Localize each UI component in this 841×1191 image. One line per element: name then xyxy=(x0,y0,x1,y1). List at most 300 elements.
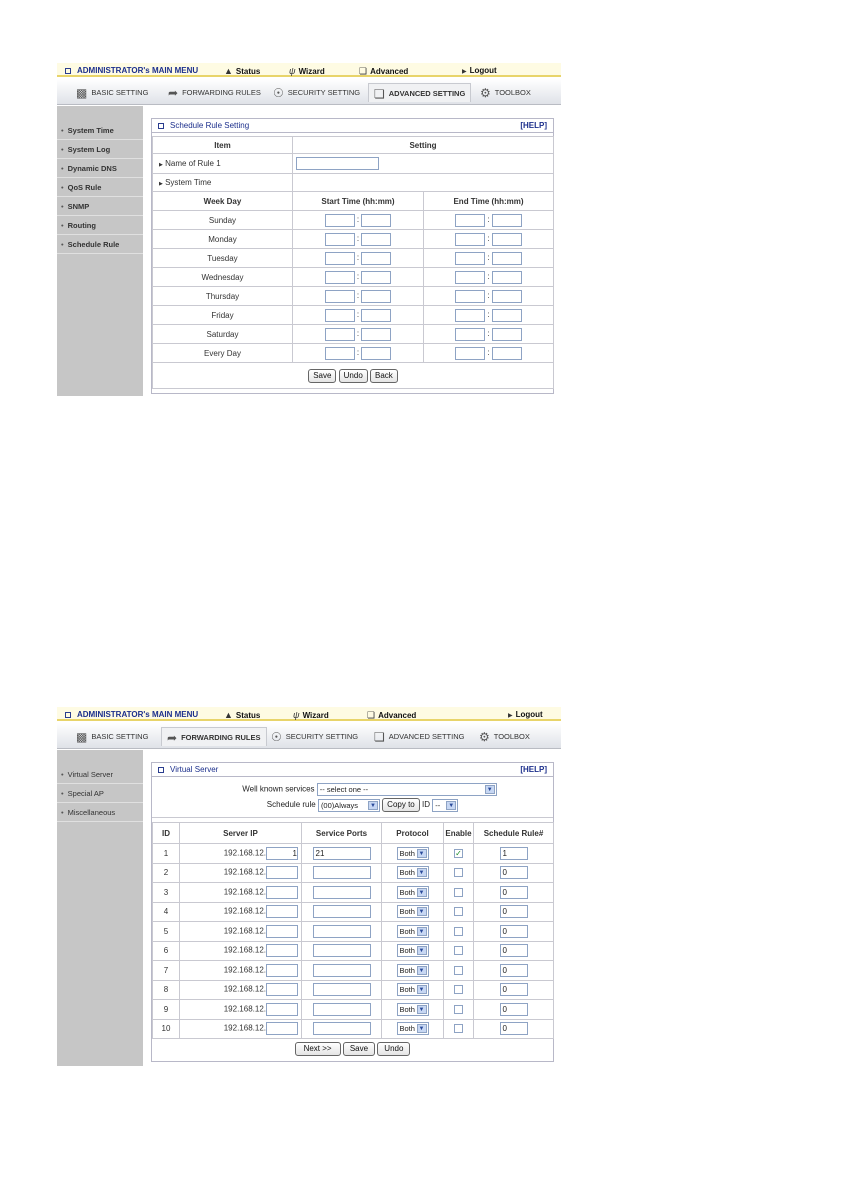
tab-basic-setting[interactable]: ▩ BASIC SETTING xyxy=(75,727,148,746)
row-id: 9 xyxy=(153,1000,180,1020)
well-known-label: Well known services xyxy=(242,784,315,794)
schedule-rule-input[interactable]: 0 xyxy=(500,886,528,899)
schedule-rule-input[interactable]: 0 xyxy=(500,983,528,996)
protocol-select[interactable]: Both ▼ xyxy=(397,866,429,879)
schedule-rule-cell xyxy=(474,883,554,903)
protocol-cell xyxy=(382,980,444,1000)
service-selector-area xyxy=(152,780,553,818)
virtual-server-table xyxy=(152,822,554,1039)
server-ip-input[interactable] xyxy=(266,983,298,996)
day-label: Thursday xyxy=(153,287,293,306)
help-link[interactable]: [HELP] xyxy=(520,121,547,130)
start-minute-input[interactable] xyxy=(361,328,391,341)
undo-button[interactable]: Undo xyxy=(339,369,368,383)
server-ip-input[interactable] xyxy=(266,925,298,938)
rule-name-input[interactable] xyxy=(296,157,379,170)
start-minute-input[interactable] xyxy=(361,271,391,284)
enable-checkbox[interactable] xyxy=(454,966,463,975)
panel-title-bar xyxy=(152,119,553,133)
server-ip-input[interactable] xyxy=(266,905,298,918)
day-label: Monday xyxy=(153,230,293,249)
day-row xyxy=(153,268,554,287)
col-header-setting: Setting xyxy=(293,137,554,154)
schedule-rule-cell xyxy=(474,961,554,981)
system-time-label: ▶ System Time xyxy=(153,174,293,192)
tab-forwarding-rules[interactable]: ➦ FORWARDING RULES xyxy=(161,727,267,746)
protocol-select[interactable]: Both ▼ xyxy=(397,1022,429,1035)
end-minute-input[interactable] xyxy=(492,309,522,322)
end-hour-input[interactable] xyxy=(455,347,485,360)
panel-title: Virtual Server xyxy=(170,765,219,774)
name-of-rule-cell xyxy=(293,154,554,174)
server-ip-cell xyxy=(180,1019,302,1039)
end-minute-input[interactable] xyxy=(492,347,522,360)
server-ip-input[interactable] xyxy=(266,964,298,977)
end-hour-input[interactable] xyxy=(455,328,485,341)
schedule-rule-cell xyxy=(474,844,554,864)
tab-forwarding-rules[interactable]: ➦ FORWARDING RULES xyxy=(167,83,261,102)
enable-checkbox[interactable] xyxy=(454,1024,463,1033)
protocol-cell xyxy=(382,902,444,922)
forwarding-icon: ➦ xyxy=(168,86,179,100)
sidebar-item-system-time[interactable]: • System Time xyxy=(57,121,143,140)
bullet-icon: • xyxy=(61,808,64,817)
tab-toolbox[interactable]: ⚙ TOOLBOX xyxy=(479,83,531,102)
panel-title: Schedule Rule Setting xyxy=(170,121,250,130)
row-id: 7 xyxy=(153,961,180,981)
enable-cell xyxy=(444,961,474,981)
row-id: 8 xyxy=(153,980,180,1000)
end-minute-input[interactable] xyxy=(492,328,522,341)
day-row xyxy=(153,344,554,363)
day-row xyxy=(153,325,554,344)
advanced-icon: ❏ xyxy=(359,66,368,76)
well-known-services-select[interactable]: -- select one -- ▼ xyxy=(317,783,497,796)
enable-checkbox[interactable] xyxy=(454,985,463,994)
protocol-select[interactable]: Both ▼ xyxy=(397,905,429,918)
start-hour-input[interactable] xyxy=(325,214,355,227)
tab-security-setting[interactable]: ☉ SECURITY SETTING xyxy=(272,83,360,102)
button-row xyxy=(153,363,554,389)
enable-checkbox[interactable] xyxy=(454,946,463,955)
schedule-rule-input[interactable]: 0 xyxy=(500,866,528,879)
protocol-cell xyxy=(382,961,444,981)
server-ip-cell xyxy=(180,922,302,942)
server-ip-cell xyxy=(180,902,302,922)
schedule-rule-cell xyxy=(474,980,554,1000)
tab-security-setting[interactable]: ☉ SECURITY SETTING xyxy=(270,727,358,746)
menu-advanced[interactable]: ❏ Advanced xyxy=(359,66,409,76)
panel-title-bar xyxy=(152,763,553,777)
enable-checkbox[interactable]: ✓ xyxy=(455,848,462,858)
menu-square-icon xyxy=(65,68,71,74)
end-time-cell xyxy=(424,268,554,287)
col-header-week-day: Week Day xyxy=(153,192,293,211)
ip-prefix: 192.168.12. xyxy=(223,887,266,897)
server-ip-input[interactable] xyxy=(266,1003,298,1016)
schedule-rule-input[interactable]: 0 xyxy=(500,1003,528,1016)
sidebar-item-schedule-rule[interactable]: • Schedule Rule xyxy=(57,235,143,254)
schedule-rule-input[interactable]: 0 xyxy=(500,925,528,938)
start-hour-input[interactable] xyxy=(325,271,355,284)
id-select[interactable]: -- ▼ xyxy=(432,799,458,812)
col-header-server-ip: Server IP xyxy=(180,823,302,844)
chevron-down-icon: ▼ xyxy=(368,801,378,810)
chevron-down-icon: ▼ xyxy=(417,1024,427,1033)
start-hour-input[interactable] xyxy=(325,328,355,341)
start-time-cell xyxy=(293,344,424,363)
chevron-down-icon: ▼ xyxy=(417,849,427,858)
server-ip-input[interactable] xyxy=(266,886,298,899)
enable-cell xyxy=(444,902,474,922)
end-hour-input[interactable] xyxy=(455,252,485,265)
bullet-icon: • xyxy=(61,221,64,230)
time-colon: : xyxy=(356,329,360,339)
protocol-select[interactable]: Both ▼ xyxy=(397,964,429,977)
end-minute-input[interactable] xyxy=(492,290,522,303)
main-menu-title[interactable]: ADMINISTRATOR's MAIN MENU xyxy=(65,710,198,719)
enable-cell xyxy=(444,922,474,942)
start-minute-input[interactable] xyxy=(361,290,391,303)
time-colon: : xyxy=(356,253,360,263)
ip-prefix: 192.168.12. xyxy=(223,984,266,994)
start-minute-input[interactable] xyxy=(361,347,391,360)
bullet-icon: • xyxy=(61,770,64,779)
sidebar xyxy=(57,750,143,1066)
schedule-table xyxy=(152,136,554,389)
schedule-rule-select[interactable]: (00)Always ▼ xyxy=(318,799,380,812)
table-row xyxy=(153,863,554,883)
sidebar-item-routing[interactable]: • Routing xyxy=(57,216,143,235)
time-colon: : xyxy=(487,348,490,358)
ip-prefix: 192.168.12. xyxy=(223,1004,266,1014)
status-icon: ▲ xyxy=(224,710,233,720)
day-label: Sunday xyxy=(153,211,293,230)
service-ports-cell xyxy=(302,1019,382,1039)
service-ports-cell xyxy=(302,844,382,864)
schedule-rule-cell xyxy=(474,922,554,942)
main-menu-bar xyxy=(57,707,561,721)
bullet-icon: • xyxy=(61,183,64,192)
col-header-protocol: Protocol xyxy=(382,823,444,844)
server-ip-input[interactable] xyxy=(266,1022,298,1035)
time-colon: : xyxy=(487,215,490,225)
start-hour-input[interactable] xyxy=(325,233,355,246)
protocol-select[interactable]: Both ▼ xyxy=(397,925,429,938)
start-hour-input[interactable] xyxy=(325,290,355,303)
next-button[interactable]: Next >> xyxy=(295,1042,341,1056)
protocol-select[interactable]: Both ▼ xyxy=(397,847,429,860)
security-icon: ☉ xyxy=(273,86,284,100)
row-id: 10 xyxy=(153,1019,180,1039)
undo-button[interactable]: Undo xyxy=(377,1042,410,1056)
row-id: 5 xyxy=(153,922,180,942)
schedule-rule-input[interactable]: 0 xyxy=(500,944,528,957)
enable-cell xyxy=(444,863,474,883)
start-time-cell xyxy=(293,268,424,287)
enable-cell xyxy=(444,883,474,903)
menu-status[interactable]: ▲ Status xyxy=(224,66,261,76)
wizard-icon: ψ xyxy=(293,710,300,720)
button-row xyxy=(152,1042,553,1056)
save-button[interactable]: Save xyxy=(343,1042,375,1056)
enable-checkbox[interactable] xyxy=(454,888,463,897)
server-ip-cell xyxy=(180,883,302,903)
service-ports-input[interactable] xyxy=(313,925,371,938)
chevron-down-icon: ▼ xyxy=(417,868,427,877)
menu-logout[interactable]: ▶ Logout xyxy=(462,66,497,75)
col-header-end-time: End Time (hh:mm) xyxy=(424,192,554,211)
sidebar-item-snmp[interactable]: • SNMP xyxy=(57,197,143,216)
menu-advanced[interactable]: ❏ Advanced xyxy=(367,710,417,720)
start-hour-input[interactable] xyxy=(325,347,355,360)
enable-cell xyxy=(444,844,474,864)
sidebar-item-virtual-server[interactable]: • Virtual Server xyxy=(57,765,143,784)
main-menu-bar xyxy=(57,63,561,77)
monitor-icon: ▩ xyxy=(76,86,88,100)
day-label: Wednesday xyxy=(153,268,293,287)
help-link[interactable]: [HELP] xyxy=(520,765,547,774)
start-time-cell xyxy=(293,211,424,230)
col-header-service-ports: Service Ports xyxy=(302,823,382,844)
service-ports-cell xyxy=(302,941,382,961)
table-row xyxy=(153,961,554,981)
menu-wizard[interactable]: ψ Wizard xyxy=(293,710,329,720)
protocol-cell xyxy=(382,863,444,883)
chevron-down-icon: ▼ xyxy=(417,888,427,897)
end-minute-input[interactable] xyxy=(492,233,522,246)
end-time-cell xyxy=(424,249,554,268)
menu-status[interactable]: ▲ Status xyxy=(224,710,261,720)
tab-advanced-setting[interactable]: ❏ ADVANCED SETTING xyxy=(368,83,471,102)
sidebar-item-system-log[interactable]: • System Log xyxy=(57,140,143,159)
day-row xyxy=(153,287,554,306)
day-row xyxy=(153,211,554,230)
time-colon: : xyxy=(356,215,360,225)
end-minute-input[interactable] xyxy=(492,214,522,227)
row-id: 1 xyxy=(153,844,180,864)
start-minute-input[interactable] xyxy=(361,252,391,265)
end-minute-input[interactable] xyxy=(492,271,522,284)
start-time-cell xyxy=(293,230,424,249)
end-hour-input[interactable] xyxy=(455,309,485,322)
protocol-select[interactable]: Both ▼ xyxy=(397,1003,429,1016)
start-minute-input[interactable] xyxy=(361,214,391,227)
status-icon: ▲ xyxy=(224,66,233,76)
menu-wizard[interactable]: ψ Wizard xyxy=(289,66,325,76)
schedule-rule-input[interactable]: 0 xyxy=(500,905,528,918)
start-hour-input[interactable] xyxy=(325,309,355,322)
schedule-rule-cell xyxy=(474,902,554,922)
day-label: Friday xyxy=(153,306,293,325)
bullet-icon: • xyxy=(61,240,64,249)
row-id: 2 xyxy=(153,863,180,883)
service-ports-input[interactable] xyxy=(313,886,371,899)
enable-checkbox[interactable] xyxy=(454,868,463,877)
table-row xyxy=(153,902,554,922)
system-time-value xyxy=(293,174,554,192)
chevron-down-icon: ▼ xyxy=(417,1005,427,1014)
sidebar xyxy=(57,106,143,396)
server-ip-cell xyxy=(180,863,302,883)
schedule-rule-input[interactable]: 0 xyxy=(500,964,528,977)
service-ports-input[interactable] xyxy=(313,964,371,977)
schedule-rule-cell xyxy=(474,863,554,883)
schedule-rule-row xyxy=(152,798,553,814)
day-row xyxy=(153,249,554,268)
ip-prefix: 192.168.12. xyxy=(223,906,266,916)
service-ports-input[interactable] xyxy=(313,944,371,957)
service-ports-input[interactable]: 21 xyxy=(313,847,371,860)
sidebar-item-dynamic-dns[interactable]: • Dynamic DNS xyxy=(57,159,143,178)
time-colon: : xyxy=(356,234,360,244)
ip-prefix: 192.168.12. xyxy=(223,848,266,858)
virtual-server-screenshot xyxy=(57,707,561,1066)
server-ip-input[interactable]: 1 xyxy=(266,847,298,860)
protocol-select[interactable]: Both ▼ xyxy=(397,983,429,996)
advanced-setting-icon: ❏ xyxy=(374,730,385,744)
end-hour-input[interactable] xyxy=(455,271,485,284)
chevron-down-icon: ▼ xyxy=(417,907,427,916)
forwarding-icon: ➦ xyxy=(167,731,178,745)
save-button[interactable]: Save xyxy=(308,369,336,383)
server-ip-cell xyxy=(180,1000,302,1020)
bullet-icon: • xyxy=(61,789,64,798)
service-ports-cell xyxy=(302,883,382,903)
table-row xyxy=(153,844,554,864)
server-ip-input[interactable] xyxy=(266,866,298,879)
sidebar-item-miscellaneous[interactable]: • Miscellaneous xyxy=(57,803,143,822)
time-colon: : xyxy=(487,272,490,282)
start-time-cell xyxy=(293,249,424,268)
day-label: Every Day xyxy=(153,344,293,363)
advanced-icon: ❏ xyxy=(367,710,376,720)
start-minute-input[interactable] xyxy=(361,309,391,322)
time-colon: : xyxy=(356,348,360,358)
start-time-cell xyxy=(293,306,424,325)
time-colon: : xyxy=(487,234,490,244)
tab-toolbox[interactable]: ⚙ TOOLBOX xyxy=(478,727,530,746)
end-time-cell xyxy=(424,211,554,230)
schedule-rule-input[interactable]: 0 xyxy=(500,1022,528,1035)
protocol-select[interactable]: Both ▼ xyxy=(397,944,429,957)
col-header-enable: Enable xyxy=(444,823,474,844)
toolbox-icon: ⚙ xyxy=(480,86,491,100)
ip-prefix: 192.168.12. xyxy=(223,965,266,975)
enable-cell xyxy=(444,1019,474,1039)
service-ports-input[interactable] xyxy=(313,1022,371,1035)
service-ports-input[interactable] xyxy=(313,983,371,996)
service-ports-cell xyxy=(302,961,382,981)
advanced-setting-icon: ❏ xyxy=(374,87,385,101)
chevron-down-icon: ▼ xyxy=(446,801,456,810)
col-header-item: Item xyxy=(153,137,293,154)
end-time-cell xyxy=(424,287,554,306)
enable-checkbox[interactable] xyxy=(454,927,463,936)
schedule-rule-input[interactable]: 1 xyxy=(500,847,528,860)
table-row xyxy=(153,941,554,961)
virtual-server-panel xyxy=(151,762,554,1062)
table-row xyxy=(153,980,554,1000)
end-minute-input[interactable] xyxy=(492,252,522,265)
start-hour-input[interactable] xyxy=(325,252,355,265)
end-time-cell xyxy=(424,344,554,363)
service-ports-input[interactable] xyxy=(313,1003,371,1016)
bullet-icon: • xyxy=(61,202,64,211)
start-time-cell xyxy=(293,325,424,344)
tab-bar xyxy=(57,79,561,105)
server-ip-cell xyxy=(180,980,302,1000)
name-of-rule-label: ▶ Name of Rule 1 xyxy=(153,154,293,174)
end-hour-input[interactable] xyxy=(455,290,485,303)
id-label: ID xyxy=(421,800,430,810)
main-menu-title[interactable]: ADMINISTRATOR's MAIN MENU xyxy=(65,66,198,75)
time-colon: : xyxy=(356,310,360,320)
sidebar-item-special-ap[interactable]: • Special AP xyxy=(57,784,143,803)
protocol-select[interactable]: Both ▼ xyxy=(397,886,429,899)
ip-prefix: 192.168.12. xyxy=(223,926,266,936)
col-header-start-time: Start Time (hh:mm) xyxy=(293,192,424,211)
service-ports-input[interactable] xyxy=(313,866,371,879)
chevron-down-icon: ▼ xyxy=(417,927,427,936)
service-ports-cell xyxy=(302,863,382,883)
time-colon: : xyxy=(356,291,360,301)
row-id: 6 xyxy=(153,941,180,961)
wizard-icon: ψ xyxy=(289,66,296,76)
menu-logout[interactable]: ▶ Logout xyxy=(508,710,543,719)
ip-prefix: 192.168.12. xyxy=(223,945,266,955)
chevron-down-icon: ▼ xyxy=(485,785,495,794)
service-ports-input[interactable] xyxy=(313,905,371,918)
arrow-right-icon: ▶ xyxy=(508,713,513,719)
start-minute-input[interactable] xyxy=(361,233,391,246)
server-ip-input[interactable] xyxy=(266,944,298,957)
time-colon: : xyxy=(487,310,490,320)
protocol-cell xyxy=(382,1000,444,1020)
panel-square-icon xyxy=(158,123,164,129)
schedule-rule-cell xyxy=(474,941,554,961)
schedule-rule-screenshot xyxy=(57,63,561,396)
end-hour-input[interactable] xyxy=(455,233,485,246)
protocol-cell xyxy=(382,844,444,864)
server-ip-cell xyxy=(180,961,302,981)
enable-checkbox[interactable] xyxy=(454,1005,463,1014)
end-time-cell xyxy=(424,306,554,325)
table-row xyxy=(153,922,554,942)
arrow-right-icon: ▶ xyxy=(159,181,163,187)
table-row xyxy=(153,883,554,903)
bullet-icon: • xyxy=(61,145,64,154)
arrow-right-icon: ▶ xyxy=(462,69,467,75)
server-ip-cell xyxy=(180,941,302,961)
chevron-down-icon: ▼ xyxy=(417,985,427,994)
col-header-id: ID xyxy=(153,823,180,844)
enable-checkbox[interactable] xyxy=(454,907,463,916)
copy-to-button[interactable]: Copy to xyxy=(382,798,420,812)
tab-advanced-setting[interactable]: ❏ ADVANCED SETTING xyxy=(373,727,464,746)
enable-cell xyxy=(444,1000,474,1020)
sidebar-item-qos-rule[interactable]: • QoS Rule xyxy=(57,178,143,197)
service-ports-cell xyxy=(302,980,382,1000)
ip-prefix: 192.168.12. xyxy=(223,1023,266,1033)
tab-basic-setting[interactable]: ▩ BASIC SETTING xyxy=(75,83,148,102)
protocol-cell xyxy=(382,922,444,942)
chevron-down-icon: ▼ xyxy=(417,966,427,975)
back-button[interactable]: Back xyxy=(370,369,398,383)
day-row xyxy=(153,306,554,325)
end-time-cell xyxy=(424,230,554,249)
end-hour-input[interactable] xyxy=(455,214,485,227)
